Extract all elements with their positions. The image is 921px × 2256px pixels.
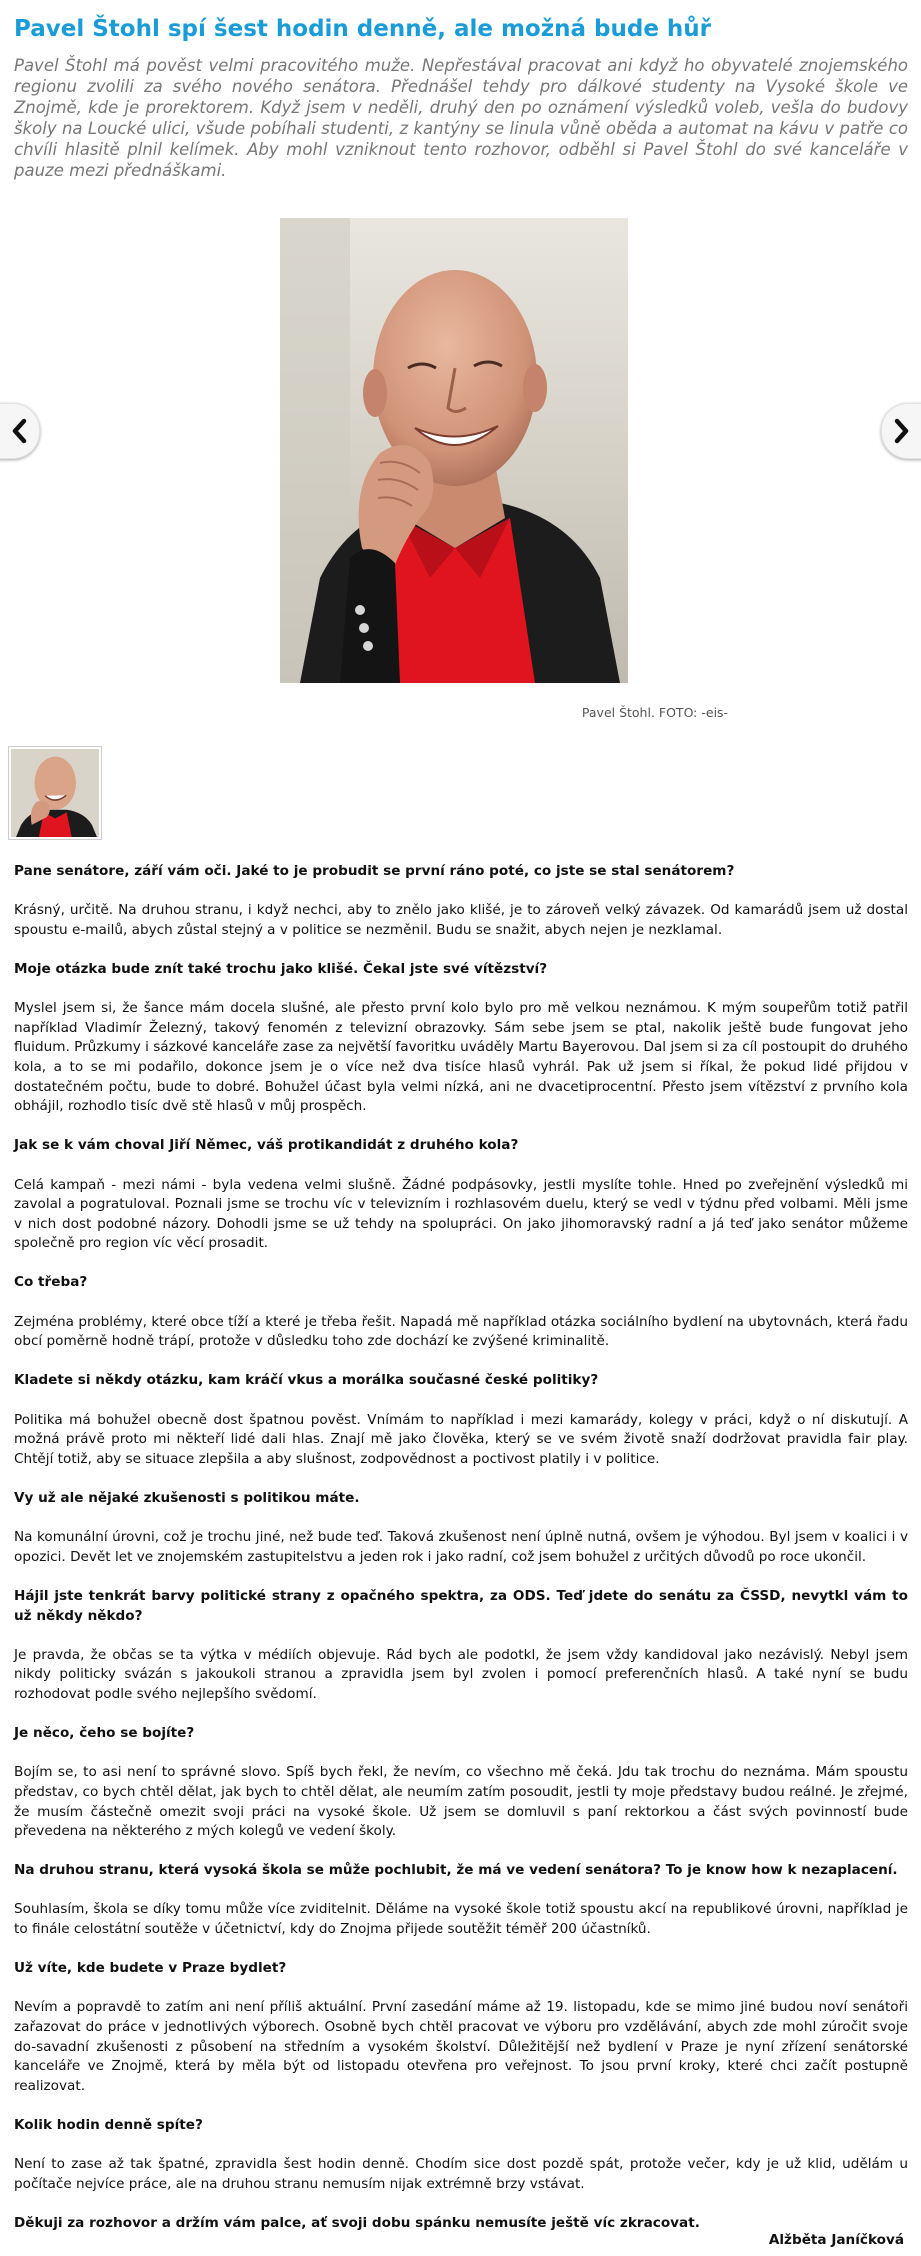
portrait-image xyxy=(280,218,628,683)
interview-answer: Na komunální úrovni, což je trochu jiné, než bude teď. Taková zkušenost není úplně nutná, ovšem je výhodou. Byl jsem v koalici i v opozici. Devět let ve znojemském zastupitelstvu a jeden rok i jako radní, což jsem bohužel z určitých důvodů po roce ukončil. xyxy=(14,1529,908,1565)
interview-question: Kolik hodin denně spíte? xyxy=(14,2117,203,2133)
interview-answer: Zejména problémy, které obce tíží a které je třeba řešit. Napadá mě například otázka sociálního bydlení na ubytovnách, která řadu obcí poměrně hodně trápí, protože v důsledku toho zde dochází ke zvýšené kriminalitě. xyxy=(14,1313,908,1350)
gallery-next-button[interactable] xyxy=(881,403,921,459)
interview-question: Děkuji za rozhovor a držím vám palce, ať svoji dobu spánku nemusíte ještě víc zkracovat. xyxy=(14,2214,700,2231)
interview-answer: Myslel jsem si, že šance mám docela slušné, ale přesto první kolo bylo pro mě velkou neznámou. K mým soupeřům totiž patřil například Vladimír Železný, takový fenomén z televizní obrazovky. Sám sebe jsem se ptal, nakolik ještě bude fungovat jeho fluidum. Průzkumy i sázkové kanceláře zase za největší favoritku uváděly Martu Bayerovou. Dal jsem si za cíl postoupit do druhého kola, a to se mi podařilo, dokonce jsem je o více než dva tisíce hlasů vyhrál. Pak už jsem si říkal, že pokud lidé přijdou v dostatečném počtu, bude to dobré. Bohužel účast byla velmi nízká, ani ne dvacetiprocentní. Přesto jsem vítězství z prvního kola obhájil, rozhodlo tisíc dvě stě hlasů v můj prospěch. xyxy=(14,1000,908,1115)
main-photo xyxy=(280,218,628,683)
interview-question: Co třeba? xyxy=(14,1274,88,1291)
interview-question: Vy už ale nějaké zkušenosti s politikou máte. xyxy=(14,1490,360,1506)
article-author: Alžběta Janíčková xyxy=(768,2232,904,2248)
chevron-right-icon xyxy=(893,418,911,444)
article-body xyxy=(14,862,908,2253)
interview-answer: Krásný, určitě. Na druhou stranu, i když nechci, aby to znělo jako klišé, je to zároveň velký závazek. Od kamarádů jsem už dostal spoustu e-mailů, abych zůstal stejný a v politice se nezměnil. Budu se snažit, abych nejen je nezklamal. xyxy=(14,902,908,938)
interview-question: Jak se k vám choval Jiří Němec, váš protikandidát z druhého kola? xyxy=(14,1137,519,1154)
interview-answer: Politika má bohužel obecně dost špatnou pověst. Vnímám to například i mezi kamarády, kolegy v práci, když o ní diskutují. A možná právě proto mi někteří lidé dali hlas. Znají mě jako člověka, který se ve svém životě snaží dodržovat pravidla fair play. Chtějí totiž, aby se situace zlepšila a aby slušnost, zodpovědnost a poctivost platily i v politice. xyxy=(14,1411,908,1467)
interview-question: Kladete si někdy otázku, kam kráčí vkus a morálka současné české politiky? xyxy=(14,1372,599,1389)
interview-question: Na druhou stranu, která vysoká škola se může pochlubit, že má ve vedení senátora? To je know how k nezaplacení. xyxy=(14,1862,898,1879)
interview-question: Moje otázka bude znít také trochu jako klišé. Čekal jste své vítězství? xyxy=(14,960,548,977)
interview-answer: Nevím a popravdě to zatím ani není příliš aktuální. První zasedání máme až 19. listopadu, kde se mimo jiné budou noví senátoři zařazovat do práce v jednotlivých výborech. Osobně bych chtěl pracovat ve výboru pro vzdělávání, abych zde mohl zúročit svoje do-savadní zkušenosti z působení na středním a vysokém školství. Důležitější než bydlení v Praze je nyní zřízení senátorské kanceláře ve Znojmě, která by měla být od listopadu otevřena pro veřejnost. To jsou první kroky, které chci začít postupně realizovat. xyxy=(14,1999,908,2094)
gallery-prev-button[interactable] xyxy=(0,403,40,459)
photo-caption: Pavel Štohl. FOTO: -eis- xyxy=(581,705,729,720)
interview-answer: Bojím se, to asi není to správné slovo. Spíš bych řekl, že nevím, co všechno mě čeká. Jdu tak trochu do neznáma. Mám spoustu představ, co bych chtěl dělat, jak bych to chtěl dělat, ale neumím zatím posoudit, jestli ty moje představy budou reálné. Je zřejmé, že musím částečně omezit svoji práci na vysoké škole. Už jsem se domluvil s paní rektorkou a část svých povinností bude převedena na některého z mých kolegů ve vedení školy. xyxy=(14,1764,908,1840)
chevron-left-icon xyxy=(10,418,28,444)
interview-answer: Je pravda, že občas se ta výtka v médiích objevuje. Rád bych ale podotkl, že jsem vždy kandidoval jako nezávislý. Nebyl jsem nikdy politicky svázán s jakoukoli stranou a zpravidla jsem byl zvolen i pomocí preferenčních hlasů. A také nyní se budu rozhodovat podle svého nejlepšího svědomí. xyxy=(14,1646,908,1702)
interview-question: Už víte, kde budete v Praze bydlet? xyxy=(14,1960,287,1977)
interview-question: Pane senátore, září vám oči. Jaké to je probudit se první ráno poté, co jste se stal senátorem? xyxy=(14,863,735,879)
interview-answer: Souhlasím, škola se díky tomu může více zviditelnit. Děláme na vysoké škole totiž spoustu akcí na republikové úrovni, například je to finále celostátní soutěže v účetnictví, kdy do Znojma přijede soutěžit téměř 200 účastníků. xyxy=(14,1901,908,1938)
interview-question: Je něco, čeho se bojíte? xyxy=(14,1725,195,1742)
photo-thumbnail[interactable] xyxy=(8,746,102,840)
article-title: Pavel Štohl spí šest hodin denně, ale možná bude hůř xyxy=(14,16,712,42)
thumbnail-portrait-image xyxy=(11,749,99,837)
interview-answer: Není to zase až tak špatné, zpravidla šest hodin denně. Chodím sice dost pozdě spát, protože večer, kdy je už klid, udělám u počítače nejvíce práce, ale na druhou stranu nemusím nijak extrémně brzy vstávat. xyxy=(14,2156,908,2192)
article-lead: Pavel Štohl má pověst velmi pracovitého muže. Nepřestával pracovat ani když ho obyvatelé znojemského regionu zvolili za svého nového senátora. Přednášel tehdy pro dálkové studenty na Vysoké škole ve Znojmě, kde je prorektorem. Když jsem v neděli, druhý den po oznámení výsledků voleb, vešla do budovy školy na Loucké ulici, všude pobíhali studenti, z kantýny se linula vůně oběda a automat na kávu v patře co chvíli hlasitě plnil kelímek. Aby mohl vzniknout tento rozhovor, odběhl si Pavel Štohl do své kanceláře v pauze mezi přednáškami. xyxy=(14,56,908,180)
interview-answer: Celá kampaň - mezi námi - byla vedena velmi slušně. Žádné podpásovky, jestli myslíte tohle. Hned po zveřejnění výsledků mi zavolal a pogratuloval. Poznali jsme se trochu víc v televizním i rozhlasovém duelu, který se vedl v týdnu před volbami. Měli jsme v nich dost podobné názory. Dohodli jsme se už tehdy na spolupráci. On jako jihomoravský radní a já teď jako senátor můžeme společně pro region víc věcí prosadit. xyxy=(14,1176,908,1252)
interview-question: Hájil jste tenkrát barvy politické strany z opačného spektra, za ODS. Teď jdete do senátu za ČSSD, nevytkl vám to už někdy někdo? xyxy=(14,1587,908,1624)
